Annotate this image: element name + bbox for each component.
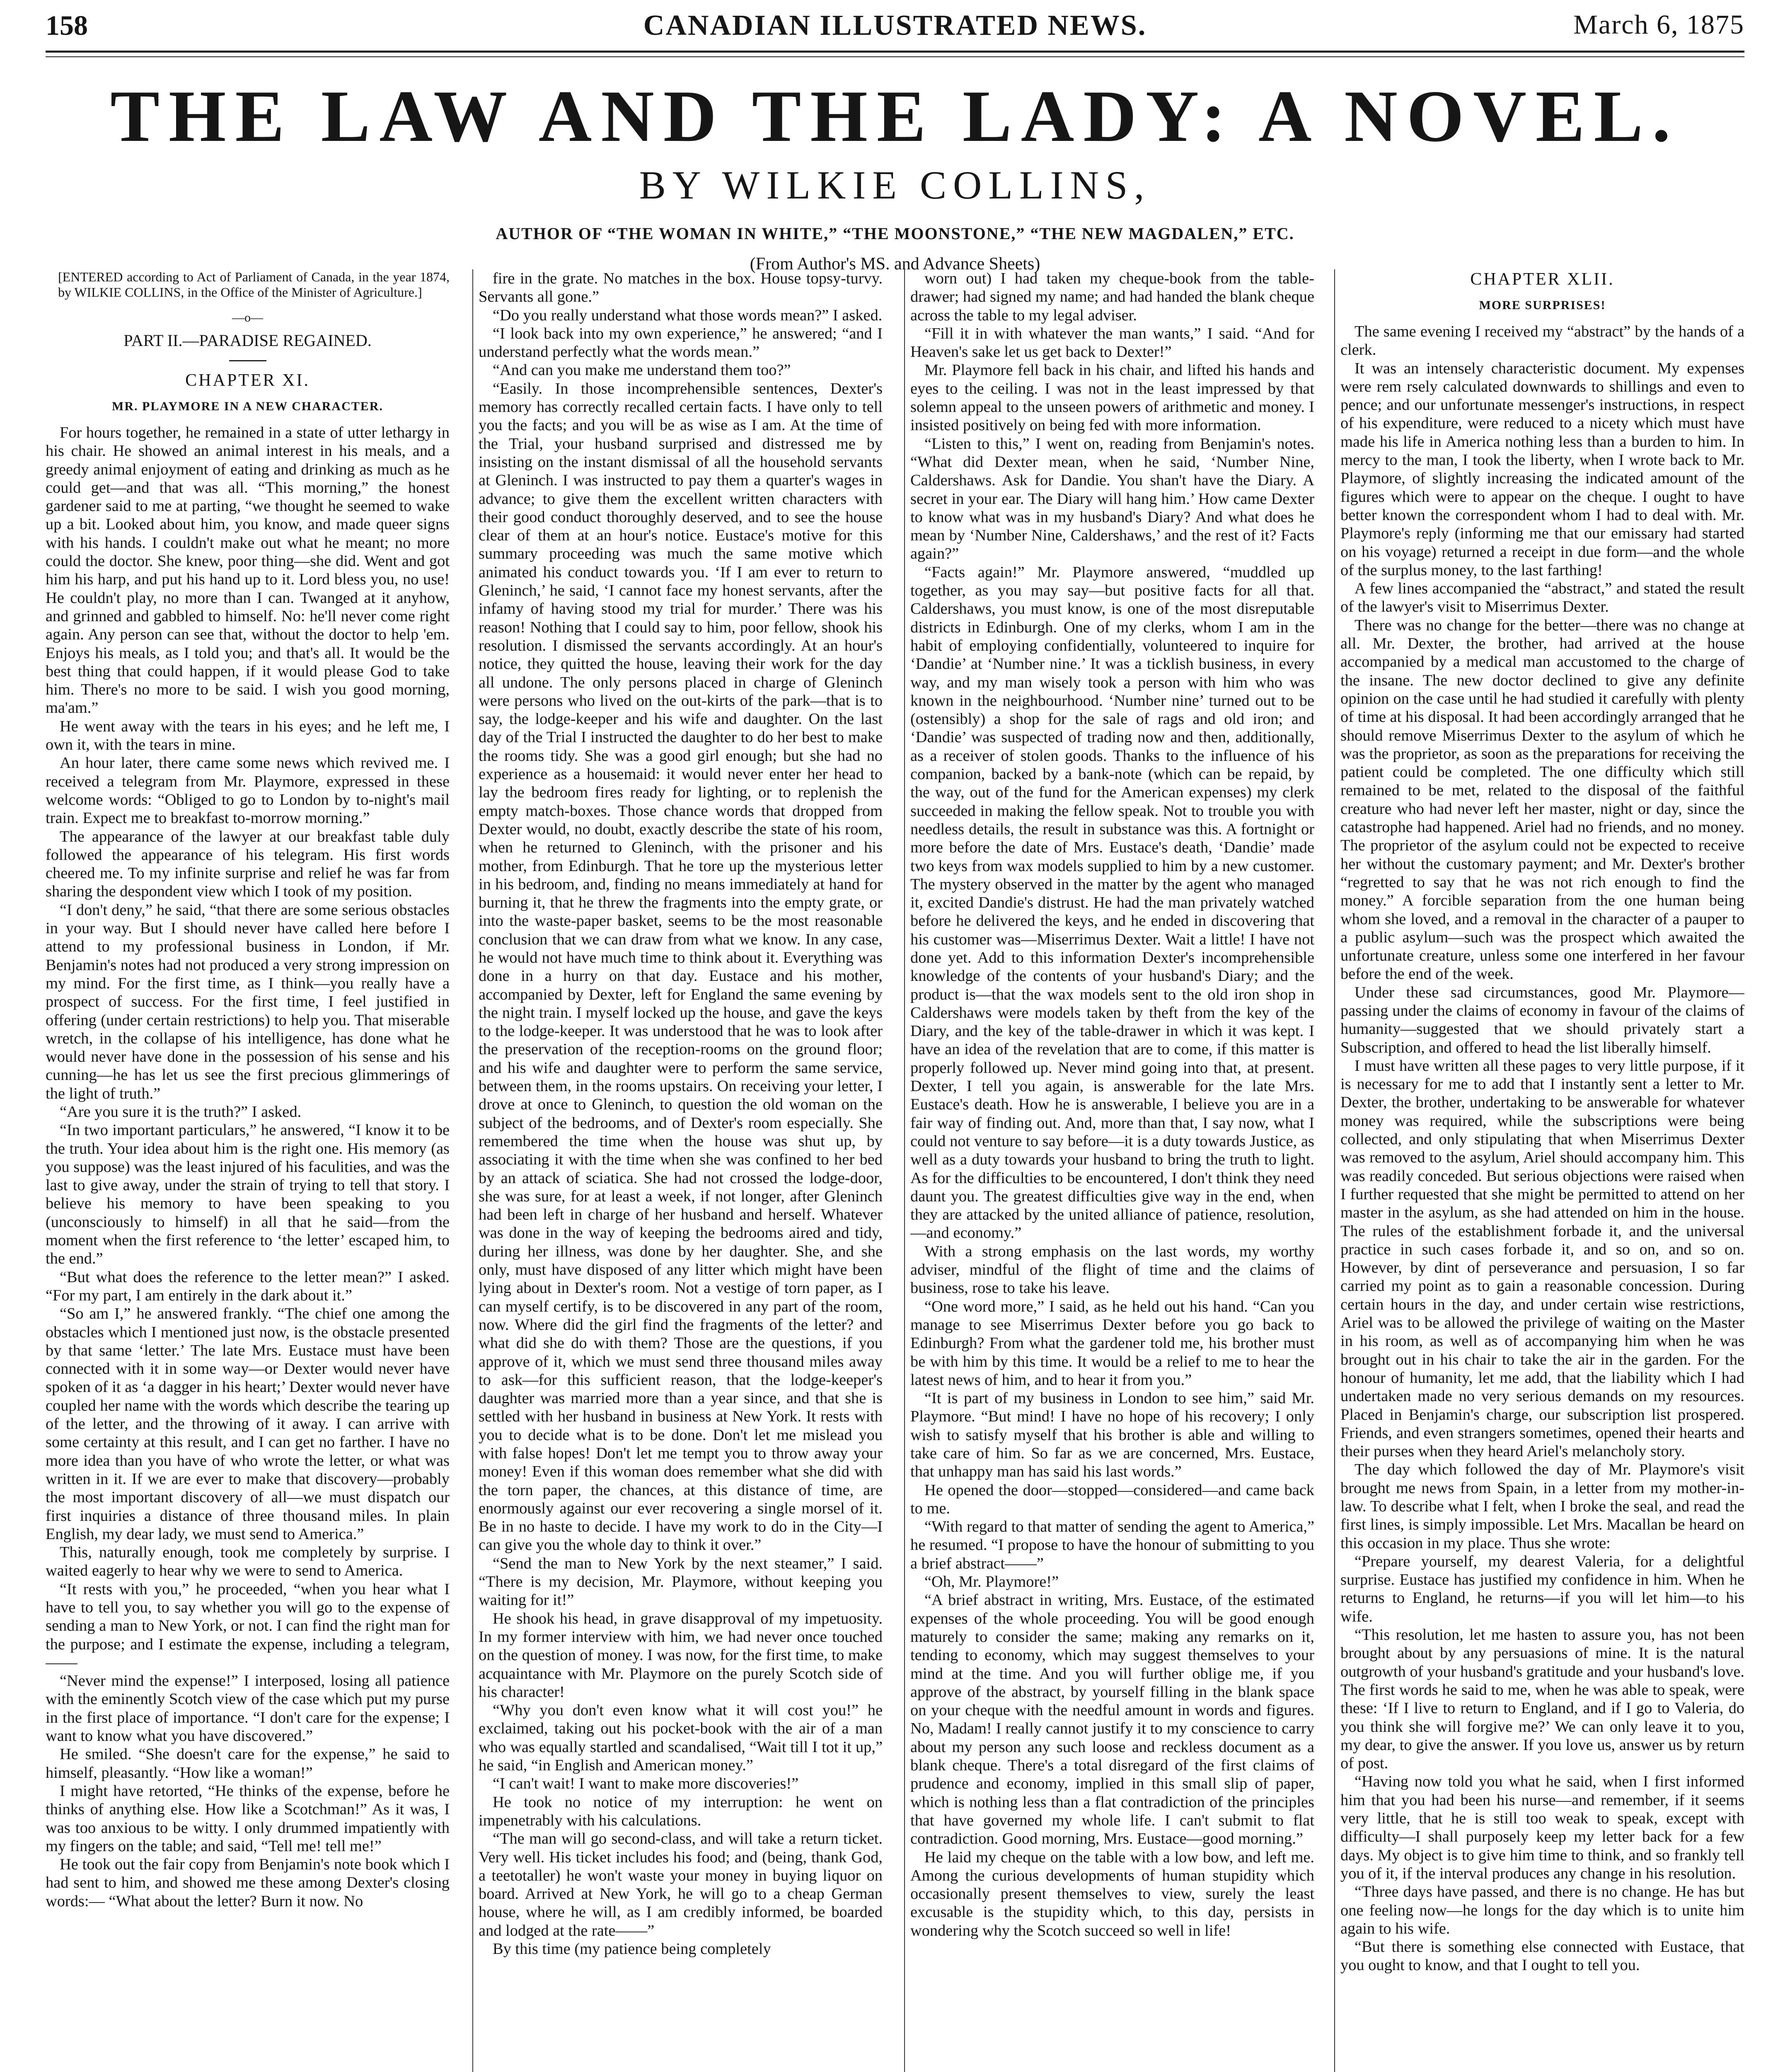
masthead <box>46 9 1744 41</box>
paragraph: “Having now told you what he said, when I first informed him that you had been his nurse—and remember, if it seems very little, that he is still too weak to speak, except with difficulty—I shall purposely keep my letter back for a few days. My object is to give him time to think, and so frankly tell you of it, if the interval produces any change in his resolution. <box>1340 1773 1744 1882</box>
paragraph: He took out the fair copy from Benjamin's note book which I had sent to him, and showed me these among Dexter's closing words:— “What about the letter? Burn it now. No <box>46 1856 450 1910</box>
paragraph: “Never mind the expense!” I interposed, losing all patience with the eminently Scotch view of the case which put my purse in the first place of importance. “I don't care for the expense; I want to know what you have discovered.” <box>46 1672 450 1745</box>
paragraph: “Do you really understand what those words mean?” I asked. <box>493 306 883 324</box>
paragraph: fire in the grate. No matches in the box. House topsy-turvy. Servants all gone.” <box>479 270 883 306</box>
masthead-rule <box>46 51 1744 53</box>
paragraph: “And can you make me understand them too?” <box>493 361 791 379</box>
column-rule <box>472 269 473 2072</box>
paragraph: “Easily. In those incomprehensible sentences, Dexter's memory has correctly recalled certain facts. I have only to tell you the facts; and you will be as wise as I am. At the time of the Trial, your husband surprised and distressed me by insisting on the instant dismissal of all the household servants at Gleninch. I was instructed to pay them a quarter's wages in advance; to give them the excellent written characters with their good conduct thoroughly deserved, and to see the house clear of them at an hour's notice. Eustace's motive for this summary proceeding was much the same motive which animated his conduct towards you. ‘If I am ever to return to Gleninch,’ he said, ‘I cannot face my honest servants, after the infamy of having stood my trial for murder.’ There was his reason! Nothing that I could say to him, poor fellow, shook his resolution. I dismissed the servants accordingly. At an hour's notice, they quitted the house, leaving their work for the day all undone. The only persons placed in charge of Gleninch were persons who lived on the out-kirts of the park—that is to say, the lodge-keeper and his wife and daughter. On the last day of the Trial I instructed the daughter to do her best to make the rooms tidy. She was a good girl enough; but she had no experience as a housemaid: it would never enter her head to lay the bedroom fires ready for lighting, or to replenish the empty match-boxes. Those chance words that dropped from Dexter would, no doubt, exactly describe the state of his room, when he returned to Gleninch, with the prisoner and his mother, from Edinburgh. That he tore up the mysterious letter in his bedroom, and, finding no means immediately at hand for burning it, that he threw the fragments into the empty grate, or into the waste-paper basket, seems to be the most reasonable conclusion that we can draw from what we know. In any case, he would not have much time to think about it. Everything was done in a hurry on that day. Eustace and his mother, accompanied by Dexter, left for England the same evening by the night train. I myself locked up the house, and gave the keys to the lodge-keeper. It was understood that he was to look after the preservation of the reception-rooms on the ground floor; and his wife and daughter were to perform the same service, between them, in the rooms upstairs. On receiving your letter, I drove at once to Gleninch, to question the old woman on the subject of the bedrooms, and of Dexter's room especially. She remembered the time when the house was shut up, by associating it with the time when she was confined to her bed by an attack of sciatica. She had not crossed the lodge-door, she was sure, for at least a week, if not longer, after Gleninch had been left in charge of her husband and herself. Whatever was done in the way of keeping the bedrooms aired and tidy, during her illness, was done by her daughter. She, and she only, must have disposed of any litter which might have been lying about in Dexter's room. Not a vestige of torn paper, as I can myself certify, is to be discovered in any part of the room, now. Where did the girl find the fragments of the letter? and what did she do with them? Those are the questions, if you approve of it, which we must send three thousand miles away to ask—for this sufficient reason, that the lodge-keeper's daughter was married more than a year since, and that she is settled with her husband in business at New York. It rests with you to decide what is to be done. Don't let me mislead you with false hopes! Don't let me tempt you to throw away your money! Even if this woman does remember what she did with the torn paper, the chances, at this distance of time, are enormously against our ever recovering a single morsel of it. Be in no haste to decide. I have my work to do in the City—I can give you the whole day to think it over.” <box>479 380 883 1554</box>
paragraph: This, naturally enough, took me completely by surprise. I waited eagerly to hear why we were to send to America. <box>46 1544 450 1580</box>
paragraph: “In two important particulars,” he answered, “I know it to be the truth. Your idea about him is the right one. His memory (as you suppose) was the least injured of his faculities, and was the last to give away, under the strain of trying to tell that story. I believe his memory to have been speaking to you (unconsciously to himself) in all that he said—from the moment when the first reference to ‘the letter’ escaped him, to the end.” <box>46 1121 450 1268</box>
copyright-notice: [ENTERED according to Act of Parliament of Canada, in the year 1874, by WILKIE COLLINS, in the Office of the Minister of Agriculture.] <box>58 269 450 300</box>
paragraph: “It rests with you,” he proceeded, “when you hear what I have to tell you, to say whether you will go to the expense of sending a man to New York, or not. I can find the right man for the purpose; and I estimate the expense, including a telegram,—— <box>46 1580 450 1671</box>
paragraph: An hour later, there came some news which revived me. I received a telegram from Mr. Playmore, expressed in these welcome words: “Obliged to go to London by to-night's mail train. Expect me to breakfast to-morrow morning.” <box>46 754 450 827</box>
paragraph: “Why you don't even know what it will cost you!” he exclaimed, taking out his pocket-book with the air of a man who was equally startled and scandalised, “Wait till I tot it up,” he said, “in English and American money.” <box>479 1702 883 1774</box>
paragraph: The same evening I received my “abstract” by the hands of a clerk. <box>1340 323 1744 359</box>
paragraph: He laid my cheque on the table with a low bow, and left me. Among the curious developments of human stupidity which occasionally present themselves to view, surely the least excusable is the stupidity which, to this day, persists in wondering why the Scotch succeed so well in life! <box>910 1848 1314 1939</box>
paragraph: “Fill it in with whatever the man wants,” I said. “And for Heaven's sake let us get back to Dexter!” <box>910 324 1314 361</box>
paragraph: With a strong emphasis on the last words, my worthy adviser, mindful of the flight of time and the claims of business, rose to take his leave. <box>910 1242 1314 1297</box>
column-2 <box>479 269 883 2072</box>
source-note: (From Author's MS. and Advance Sheets) <box>750 254 1040 274</box>
chapter-heading: CHAPTER XI. <box>185 371 310 390</box>
paragraph: By this time (my patience being completely <box>493 1940 771 1958</box>
paragraph: A few lines accompanied the “abstract,” and stated the result of the lawyer's visit to Miserrimus Dexter. <box>1340 580 1744 616</box>
paragraph: “Oh, Mr. Playmore!” <box>924 1573 1059 1591</box>
chapter-heading: CHAPTER XLII. <box>1470 270 1615 289</box>
paragraph: I might have retorted, “He thinks of the expense, before he thinks of anything else. How like a Scotchman!” As it was, I was too anxious to be witty. I only drummed impatiently with my fingers on the table; and said, “Tell me! tell me!” <box>46 1782 450 1855</box>
column-3 <box>910 269 1314 2072</box>
author-works: AUTHOR OF “THE WOMAN IN WHITE,” “THE MOONSTONE,” “THE NEW MAGDALEN,” ETC. <box>496 224 1294 243</box>
newspaper-name: CANADIAN ILLUSTRATED NEWS. <box>643 10 1147 41</box>
paragraph: “Facts again!” Mr. Playmore answered, “muddled up together, as you may say—but positive facts for all that. Caldershaws, you must know, is one of the most disreputable districts in Edinburgh. One of my clerks, whom I am in the habit of employing confidentially, volunteered to inquire for ‘Dandie’ at ‘Number nine.’ It was a ticklish business, in every way, and my man wisely took a person with him who was known in the neighbourhood. ‘Number nine’ turned out to be (ostensibly) a shop for the sale of rags and old iron; and ‘Dandie’ was suspected of trading now and then, additionally, as a receiver of stolen goods. Thanks to the influence of his companion, backed by a bank-note (which can be repaid, by the way, out of the fund for the American expenses) my clerk succeeded in making the fellow speak. Not to trouble you with needless details, the result in substance was this. A fortnight or more before the date of Mrs. Eustace's death, ‘Dandie’ made two keys from wax models supplied to him by a new customer. The mystery observed in the matter by the agent who managed it, excited Dandie's distrust. He had the man privately watched before he delivered the keys, and he ended in discovering that his customer was—Miserrimus Dexter. Wait a little! I have not done yet. Add to this information Dexter's incomprehensible knowledge of the contents of your husband's Diary; and the product is—that the wax models sent to the old iron shop in Caldershaws were models taken by theft from the key of the Diary, and the key of the table-drawer in which it was kept. I have an idea of the revelation that are to come, if this matter is properly followed up. Never mind going into that, at present. Dexter, I tell you again, is answerable for the late Mrs. Eustace's death. How he is answerable, I believe you are in a fair way of finding out. And, more than that, I say now, what I could not venture to say before—it is a duty towards Justice, as well as a duty towards your husband to bring the truth to light. As for the difficulties to be encountered, I don't think they need daunt you. The greatest difficulties give way in the end, when they are attacked by the united alliance of patience, resolution,—and economy.” <box>910 563 1314 1242</box>
column-rule <box>1334 269 1335 2072</box>
masthead-rule-thin <box>46 56 1744 57</box>
paragraph: “I don't deny,” he said, “that there are some serious obstacles in your way. But I should never have called here before I attend to my professional business in London, if Mr. Benjamin's notes had not produced a very strong impression on my mind. For the first time, as I think—you really have a prospect of success. For the first time, I feel justified in offering (under certain restrictions) to help you. That miserable wretch, in the collapse of his intelligence, has done what he would never have done in the possession of his sense and his cunning—he has let us see the first precious glimmerings of the light of truth.” <box>46 901 450 1102</box>
paragraph: The day which followed the day of Mr. Playmore's visit brought me news from Spain, in a letter from my mother-in-law. To describe what I felt, when I broke the seal, and read the first lines, is simply impossible. Let Mrs. Macallan be heard on this occasion in my place. Thus she wrote: <box>1340 1461 1744 1552</box>
paragraph: It was an intensely characteristic document. My expenses were rem rsely calculated downwards to shillings and even to pence; and our unfortunate messenger's instructions, in respect of his expenditure, were reduced to a nicety which must have made his life in America nothing less than a burden to him. In mercy to the man, I took the liberty, when I wrote back to Mr. Playmore, of slightly increasing the indicated amount of the figures which were to appear on the cheque. I ought to have better known the correspondent whom I had to deal with. Mr. Playmore's reply (informing me that our emissary had started on his voyage) returned a receipt in due form—and the whole of the surplus money, to the last farthing! <box>1340 359 1744 579</box>
column-body <box>910 269 1314 1940</box>
paragraph: “But what does the reference to the letter mean?” I asked. “For my part, I am entirely in the dark about it.” <box>46 1268 450 1304</box>
paragraph: “With regard to that matter of sending the agent to America,” he resumed. “I propose to have the honour of submitting to you a brief abstract——” <box>910 1518 1314 1572</box>
divider <box>229 360 266 361</box>
part-title: PART II.—PARADISE REGAINED. <box>123 331 372 350</box>
paragraph: He opened the door—stopped—considered—and came back to me. <box>910 1481 1314 1517</box>
paragraph: “Are you sure it is the truth?” I asked. <box>60 1103 302 1121</box>
column-4 <box>1340 269 1744 2072</box>
paragraph: Under these sad circumstances, good Mr. Playmore—passing under the claims of economy in favour of the claims of humanity—suggested that we should privately start a Subscription, and offered to head the list liberally himself. <box>1340 983 1744 1056</box>
paragraph: He smiled. “She doesn't care for the expense,” he said to himself, pleasantly. “How like a woman!” <box>46 1745 450 1782</box>
column-rule <box>904 269 905 2072</box>
paragraph: I must have written all these pages to very little purpose, if it is necessary for me to add that I instantly sent a letter to Mr. Dexter, the brother, undertaking to be answerable for whatever money was required, while the subscriptions were being collected, and only stipulating that when Miserrimus Dexter was removed to the asylum, Ariel should accompany him. This was readily conceded. But serious objections were raised when I further requested that she might be permitted to attend on her master in the asylum, as she had attended on him in the house. The rules of the establishment forbade it, and the universal practice in such cases forbade it, and so on, and so on. However, by dint of perseverance and persuasion, I so far carried my point as to gain a reasonable concession. During certain hours in the day, and under certain wise restrictions, Ariel was to be allowed the privilege of waiting on the Master in his room, as well as of accompanying him when he was brought out in his chair to take the air in the garden. For the honour of humanity, let me add, that the liability which I had undertaken made no very serious demands on my resources. Placed in Benjamin's charge, our subscription list prospered. Friends, and even strangers sometimes, opened their hearts and their purses when they heard Ariel's melancholy story. <box>1340 1057 1744 1460</box>
title-block <box>46 77 1744 274</box>
issue-date: March 6, 1875 <box>1573 10 1744 40</box>
paragraph: The appearance of the lawyer at our breakfast table duly followed the appearance of his telegram. His first words cheered me. To my infinite surprise and relief he was far from sharing the despondent view which I took of my position. <box>46 828 450 900</box>
paragraph: “One word more,” I said, as he held out his hand. “Can you manage to see Miserrimus Dexter before you go back to Edinburgh? From what the gardener told me, his brother must be with him by this time. It would be a relief to me to hear the latest news of him, and to hear it from you.” <box>910 1297 1314 1389</box>
column-body <box>479 269 883 1958</box>
byline: BY WILKIE COLLINS, <box>639 163 1151 207</box>
column-body <box>1340 322 1744 1975</box>
paragraph: “So am I,” he answered frankly. “The chief one among the obstacles which I mentioned just now, is the obstacle presented by that same ‘letter.’ The late Mrs. Eustace must have been connected with it in some way—or Dexter would never have spoken of it as ‘a dagger in his heart;’ Dexter would never have coupled her name with the words which describe the tearing up of the letter, and the throwing of it away. I can arrive with some certainty at this result, and I can get no farther. I have no more idea than you have of who wrote the letter, or what was written in it. If we are ever to make that discovery—probably the most important discovery of all—we must dispatch our first inquiries a distance of three thousand miles. In plain English, my dear lady, we must send to America.” <box>46 1305 450 1543</box>
ornament: —o— <box>232 311 263 324</box>
paragraph: For hours together, he remained in a state of utter lethargy in his chair. He showed an animal interest in his meals, and a greedy animal enjoyment of eating and drinking as much as he could get—and that was all. “This morning,” the honest gardener said to me at parting, “we thought he seemed to wake up a bit. Looked about him, you know, and made queer signs with his hands. I couldn't make out what he meant; no more could the doctor. She knew, poor thing—she did. Went and got him his harp, and put his hand up to it. Lord bless you, no use! He couldn't play, no more than I can. Twanged at it anyhow, and grinned and gabbled to himself. No: he'll never come right again. Any person can see that, without the doctor to help 'em. Enjoys his meals, as I told you; and that's all. It would be the best thing that could happen, if it would please God to take him. There's no more to be said. I wish you good morning, ma'am.” <box>46 424 450 717</box>
paragraph: He shook his head, in grave disapproval of my impetuosity. In my former interview with him, we had never once touched on the question of money. I was now, for the first time, to make acquaintance with Mr. Playmore on the purely Scotch side of his character! <box>479 1610 883 1701</box>
paragraph: “But there is something else connected with Eustace, that you ought to know, and that I ought to tell you. <box>1340 1938 1744 1974</box>
chapter-subtitle: MR. PLAYMORE IN A NEW CHARACTER. <box>112 399 383 413</box>
paragraph: Mr. Playmore fell back in his chair, and lifted his hands and eyes to the ceiling. I was not in the least impressed by that solemn appeal to the unseen powers of arithmetic and money. I insisted positively on being fed with more information. <box>910 361 1314 434</box>
article-columns <box>46 269 1744 2072</box>
column-1 <box>46 269 450 2072</box>
paragraph: “Listen to this,” I went on, reading from Benjamin's notes. “What did Dexter mean, when he said, ‘Number Nine, Caldershaws. Ask for Dandie. You shan't have the Diary. A secret in your ear. The Diary will hang him.’ How came Dexter to know what was in my husband's Diary? And what does he mean by ‘Number Nine, Caldershaws,’ and the rest of it? Facts again?” <box>910 435 1314 563</box>
paragraph: “It is part of my business in London to see him,” said Mr. Playmore. “But mind! I have no hope of his recovery; I only wish to satisfy myself that his brother is able and willing to take care of him. So far as we are concerned, Mrs. Eustace, that unhappy man has said his last words.” <box>910 1389 1314 1481</box>
paragraph: “The man will go second-class, and will take a return ticket. Very well. His ticket includes his food; and (being, thank God, a teetotaller) he won't waste your money in buying liquor on board. Arrived at New York, he will go to a cheap German house, where he will, as I am credibly informed, be boarded and lodged at the rate——” <box>479 1830 883 1939</box>
paragraph: “Send the man to New York by the next steamer,” I said. “There is my decision, Mr. Playmore, without keeping you waiting for it!” <box>479 1554 883 1609</box>
paragraph: “A brief abstract in writing, Mrs. Eustace, of the estimated expenses of the whole proceeding. You will be good enough maturely to consider the same; making any remarks on it, tending to economy, which may suggest themselves to your mind at the time. And you will further oblige me, if you approve of the abstract, by yourself filling in the blank space on your cheque with the needful amount in words and figures. No, Madam! I really cannot justify it to my conscience to carry about my person any such loose and reckless document as a blank cheque. There's a total disregard of the first claims of prudence and economy, implied in this small slip of paper, which is nothing less than a flat contradiction of the principles that have governed my whole life. I can't submit to flat contradiction. Good morning, Mrs. Eustace—good morning.” <box>910 1591 1314 1848</box>
page-number: 158 <box>46 10 88 41</box>
paragraph: There was no change for the better—there was no change at all. Mr. Dexter, the brother, had arrived at the house accompanied by a medical man accustomed to the charge of the insane. The new doctor declined to give any definite opinion on the case until he had studied it carefully with plenty of time at his disposal. It had been accordingly arranged that he should remove Miserrimus Dexter to the asylum of which he was the proprietor, as soon as the preparations for receiving the patient could be completed. The one difficulty which still remained to be met, related to the disposal of the faithful creature who had never left her master, night or day, since the catastrophe had happened. Ariel had no friends, and no money. The proprietor of the asylum could not be expected to receive her without the customary payment; and Mr. Dexter's brother “regretted to say that he was not rich enough to find the money.” A forcible separation from the one human being whom she loved, and a removal in the character of a pauper to a public asylum—such was the prospect which awaited the unfortunate creature, unless some one interfered in her favour before the end of the week. <box>1340 616 1744 983</box>
paragraph: “I can't wait! I want to make more discoveries!” <box>493 1775 799 1793</box>
paragraph: “Prepare yourself, my dearest Valeria, for a delightful surprise. Eustace has justified my confidence in him. When he returns to England, he returns—if you will let him—to his wife. <box>1340 1552 1744 1625</box>
paragraph: worn out) I had taken my cheque-book from the table-drawer; had signed my name; and had handed the blank cheque across the table to my legal adviser. <box>910 270 1314 324</box>
paragraph: “Three days have passed, and there is no change. He has but one feeling now—he longs for the day which is to unite him again to his wife. <box>1340 1883 1744 1937</box>
paragraph: He took no notice of my interruption: he went on impenetrably with his calculations. <box>479 1793 883 1829</box>
paragraph: “This resolution, let me hasten to assure you, has not been brought about by any persuasions of mine. It is the natural outgrowth of your husband's gratitude and your husband's love. The first words he said to me, when he was able to speak, were these: ‘If I live to return to England, and if I go to Valeria, do you think she will forgive me?’ We can only leave it to you, my dear, to give the answer. If you love us, answer us by return of post. <box>1340 1626 1744 1772</box>
paragraph: “I look back into my own experience,” he answered; “and I understand perfectly what the words mean.” <box>479 324 883 361</box>
column-body <box>46 424 450 1910</box>
chapter-subtitle: MORE SURPRISES! <box>1479 298 1606 312</box>
paragraph: He went away with the tears in his eyes; and he left me, I own it, with the tears in mine. <box>46 717 450 754</box>
novel-title: THE LAW AND THE LADY: A NOVEL. <box>110 75 1680 157</box>
